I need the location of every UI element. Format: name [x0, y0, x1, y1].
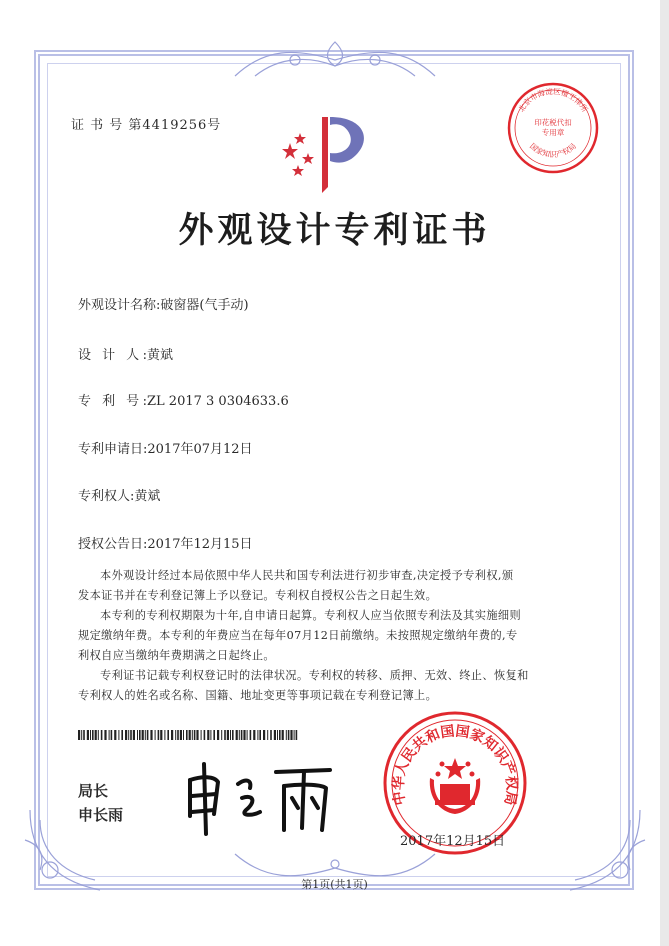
- paragraph-line: 专利证书记载专利权登记时的法律状况。专利权的转移、质押、无效、终止、恢复和: [100, 669, 529, 682]
- top-ornament: [225, 38, 445, 80]
- director-title: 局长: [78, 782, 109, 800]
- designer-value: 黄斌: [147, 348, 174, 363]
- patentee-label: 专利权人:: [78, 489, 135, 504]
- page-indicator: 第1页(共1页): [301, 878, 368, 891]
- patent-number-value: ZL 2017 3 0304633.6: [147, 394, 289, 409]
- paragraph-line: 本专利的专利权期限为十年,自申请日起算。专利权人应当依照专利法及其实施细则: [100, 609, 522, 622]
- filing-date-row: [78, 438, 253, 457]
- certificate-title: 外观设计专利证书: [178, 210, 491, 251]
- paragraph-line: 规定缴纳年费。本专利的年费应当在每年07月12日前缴纳。未按照规定缴纳年费的,专: [78, 629, 518, 642]
- design-name-row: [78, 294, 249, 313]
- patent-number-row: [78, 390, 289, 409]
- svg-text:国家知识产权局: [528, 141, 578, 158]
- tax-seal-bottom-text: 国家知识产权局: [528, 141, 578, 159]
- paragraph-term: [78, 606, 578, 666]
- design-name-label: 外观设计名称:: [78, 298, 161, 313]
- paragraph-line: 本外观设计经过本局依照中华人民共和国专利法进行初步审查,决定授予专利权,颁: [100, 569, 514, 582]
- tax-seal-center-text: 印花税代扣专用章: [534, 118, 572, 137]
- patentee-value: 黄斌: [134, 489, 161, 504]
- designer-row: [78, 344, 173, 363]
- tax-seal-ring-text: 北京市海淀区檀王律所: [516, 86, 590, 114]
- barcode: [78, 730, 298, 740]
- certificate-number: 证 书 号 第4419256号: [71, 118, 222, 133]
- paragraph-register: [78, 666, 578, 706]
- paragraph-line: 利权自应当缴纳年费期满之日起终止。: [78, 649, 275, 662]
- paragraph-line: 专利权人的姓名或名称、国籍、地址变更等事项记载在专利登记簿上。: [78, 689, 438, 702]
- design-name-value: 破窗器(气手动): [160, 298, 249, 313]
- paragraph-grant: [78, 566, 578, 606]
- tax-seal: [505, 80, 601, 176]
- national-seal-ring-text: 中华人民共和国国家知识产权局: [390, 723, 520, 807]
- cnipa-logo: [276, 105, 376, 195]
- grant-date-row: [78, 533, 253, 552]
- patentee-row: [78, 485, 160, 504]
- director-name: 申长雨: [78, 806, 124, 824]
- patent-number-label: 专 利 号:: [78, 394, 147, 409]
- scan-edge: [660, 0, 669, 946]
- designer-label: 设 计 人:: [78, 348, 147, 363]
- paragraph-line: 发本证书并在专利登记簿上予以登记。专利权自授权公告之日起生效。: [78, 589, 438, 602]
- filing-date-value: 2017年07月12日: [147, 442, 253, 457]
- director-signature: [180, 758, 340, 838]
- seal-date: 2017年12月15日: [400, 834, 506, 849]
- filing-date-label: 专利申请日:: [78, 442, 148, 457]
- grant-date-label: 授权公告日:: [78, 537, 148, 552]
- grant-date-value: 2017年12月15日: [147, 537, 253, 552]
